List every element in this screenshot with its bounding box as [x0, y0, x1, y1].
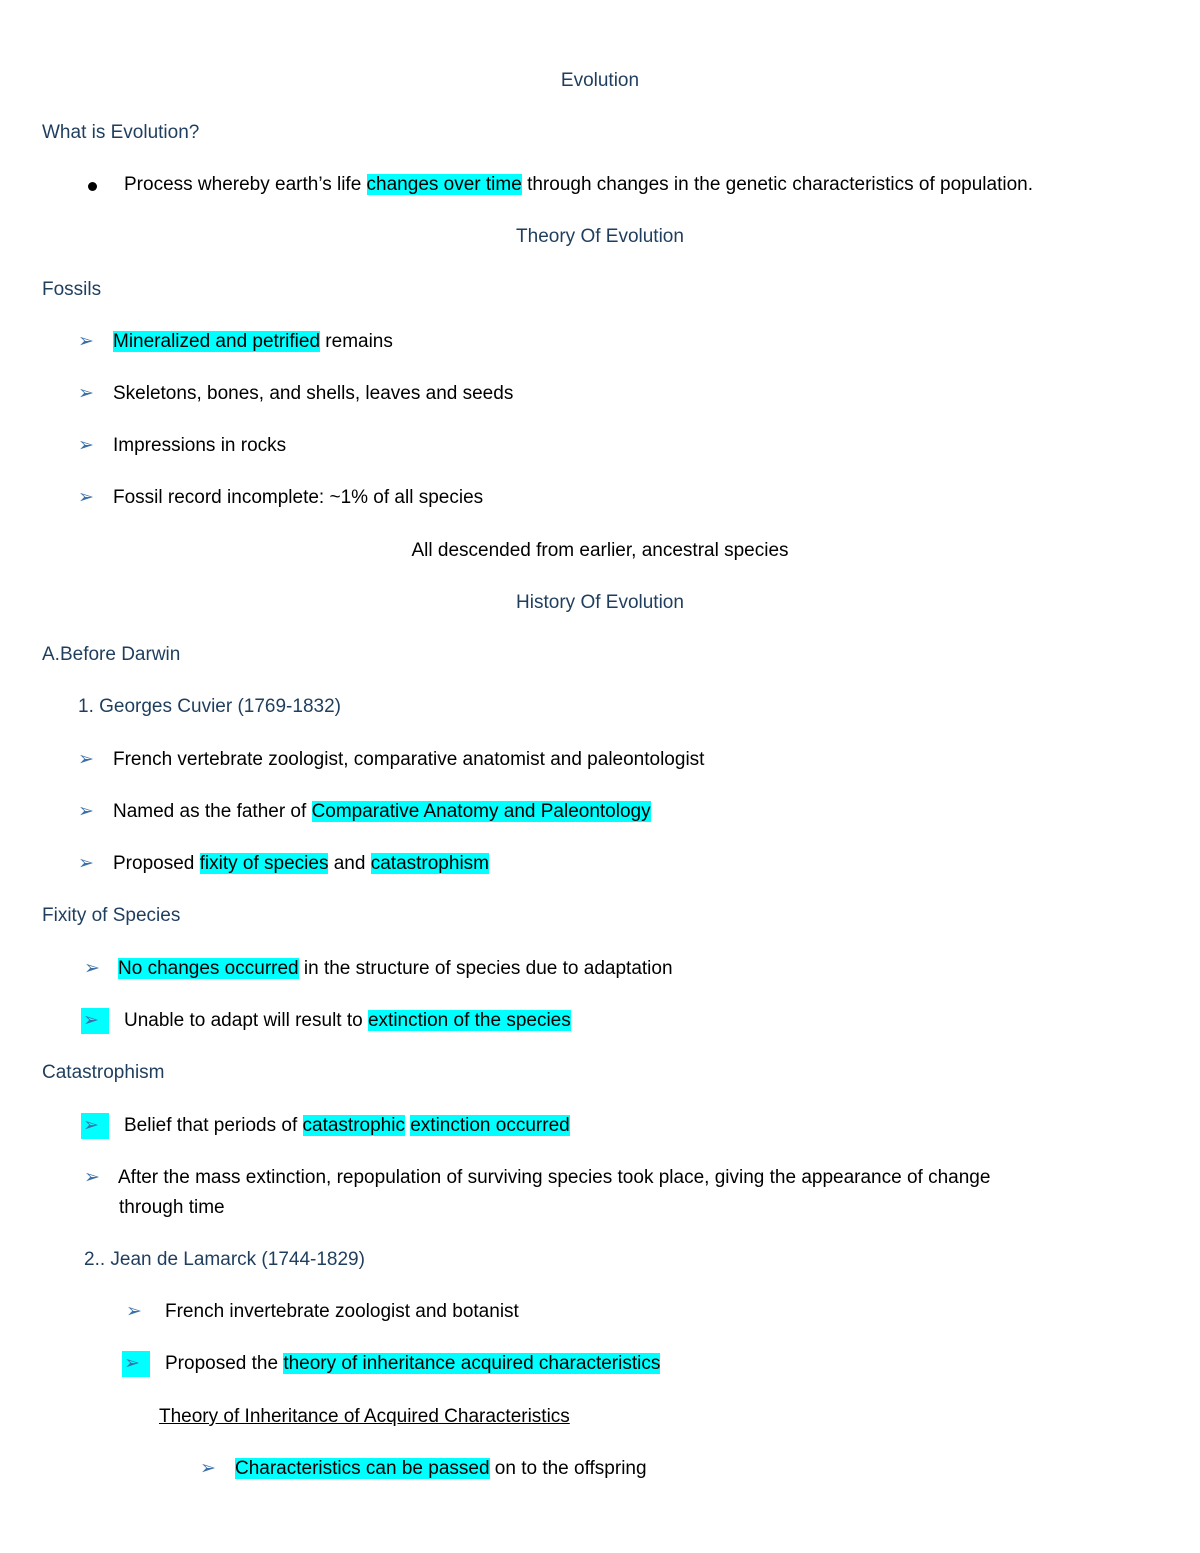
- list-item: Proposed the theory of inheritance acquired characteristics: [165, 1353, 661, 1374]
- list-item: Characteristics can be passed on to the offspring: [235, 1458, 647, 1479]
- section-heading-fixity: Fixity of Species: [42, 905, 181, 926]
- arrow-bullet-icon: ➢: [78, 331, 94, 352]
- arrow-bullet-icon: ➢: [78, 435, 94, 456]
- list-item: Skeletons, bones, and shells, leaves and seeds: [113, 383, 514, 404]
- list-item: Mineralized and petrified remains: [113, 331, 393, 352]
- section-heading-before-darwin: A.Before Darwin: [42, 644, 181, 665]
- list-item: French invertebrate zoologist and botanist: [165, 1301, 519, 1322]
- section-heading-theory: Theory Of Evolution: [516, 226, 684, 247]
- arrow-bullet-icon: ➢: [78, 383, 94, 404]
- fossils-note: All descended from earlier, ancestral species: [411, 540, 789, 561]
- section-heading-what-is-evolution: What is Evolution?: [42, 122, 200, 143]
- list-item-continuation: through time: [119, 1197, 225, 1218]
- list-item: Unable to adapt will result to extinction of the species: [124, 1010, 571, 1031]
- list-item: Fossil record incomplete: ~1% of all species: [113, 487, 484, 508]
- list-item: Named as the father of Comparative Anatomy and Paleontology: [113, 801, 651, 822]
- list-item: Impressions in rocks: [113, 435, 287, 456]
- section-heading-catastrophism: Catastrophism: [42, 1062, 165, 1083]
- page-title: Evolution: [560, 70, 640, 91]
- arrow-bullet-icon: ➢: [200, 1458, 216, 1479]
- arrow-bullet-icon: ➢: [84, 958, 100, 979]
- subheading-lamarck: 2.. Jean de Lamarck (1744-1829): [84, 1249, 365, 1270]
- arrow-bullet-icon: ➢: [81, 1008, 109, 1034]
- list-item: French vertebrate zoologist, comparative anatomist and paleontologist: [113, 749, 705, 770]
- subheading-inheritance-theory: Theory of Inheritance of Acquired Characteristics: [159, 1406, 570, 1427]
- list-item: After the mass extinction, repopulation of surviving species took place, giving the appearance of change: [118, 1167, 991, 1188]
- subheading-cuvier: 1. Georges Cuvier (1769-1832): [78, 696, 341, 717]
- arrow-bullet-icon: ➢: [84, 1167, 100, 1188]
- bullet-dot-icon: [88, 182, 97, 191]
- arrow-bullet-icon: ➢: [126, 1301, 142, 1322]
- list-item: No changes occurred in the structure of species due to adaptation: [118, 958, 673, 979]
- list-item: Process whereby earth’s life changes over time through changes in the genetic characteristics of population.: [124, 174, 1034, 195]
- arrow-bullet-icon: ➢: [78, 801, 94, 822]
- arrow-bullet-icon: ➢: [78, 853, 94, 874]
- arrow-bullet-icon: ➢: [122, 1351, 150, 1377]
- section-heading-fossils: Fossils: [42, 279, 102, 300]
- list-item: Proposed fixity of species and catastrophism: [113, 853, 489, 874]
- arrow-bullet-icon: ➢: [78, 487, 94, 508]
- arrow-bullet-icon: ➢: [81, 1113, 109, 1139]
- arrow-bullet-icon: ➢: [78, 749, 94, 770]
- section-heading-history: History Of Evolution: [516, 592, 684, 613]
- list-item: Belief that periods of catastrophic extinction occurred: [124, 1115, 570, 1136]
